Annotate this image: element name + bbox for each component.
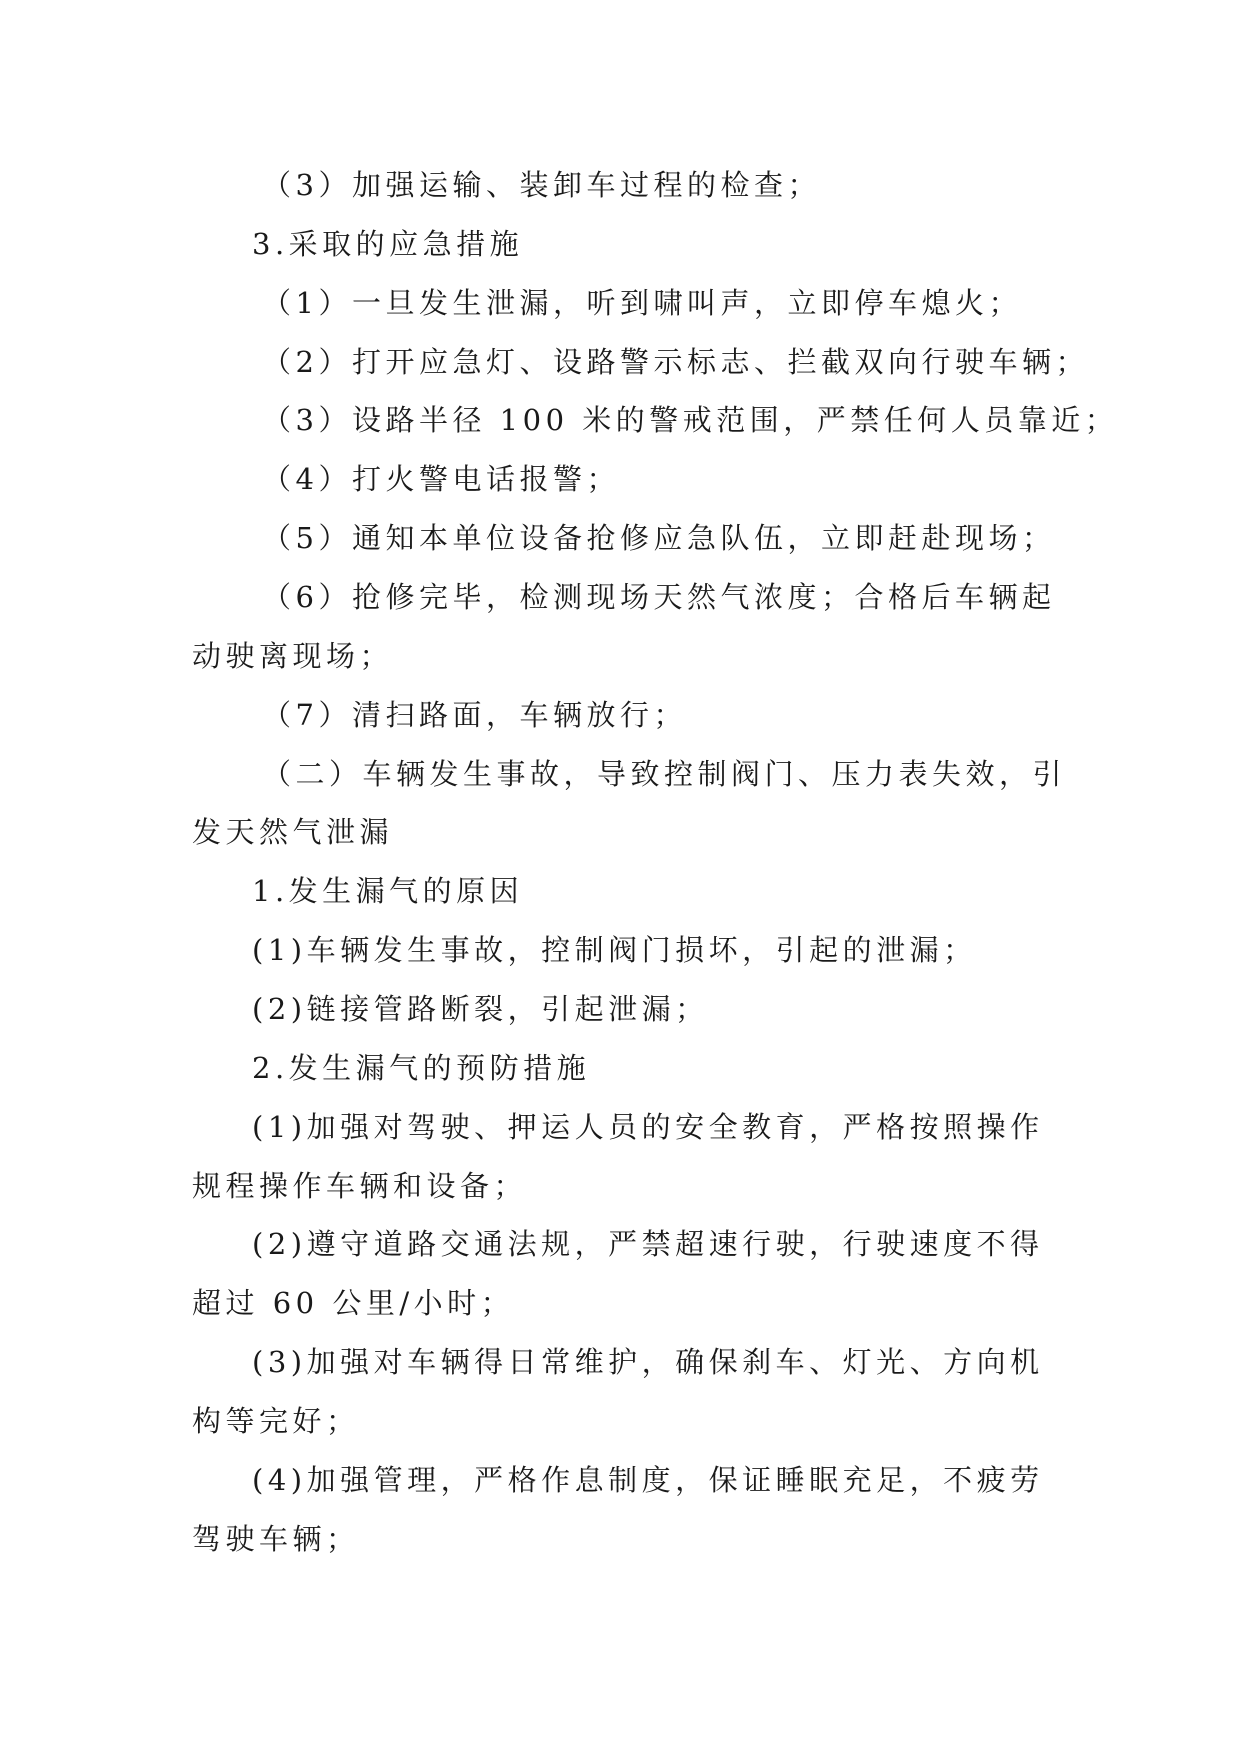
subsection-heading: 1.发生漏气的原因 xyxy=(252,874,524,908)
section-heading: （二）车辆发生事故，导致控制阀门、压力表失效，引 xyxy=(262,757,1067,791)
paragraph-line: （4）打火警电话报警； xyxy=(262,462,620,496)
paragraph-line: （3）加强运输、装卸车过程的检查； xyxy=(262,168,821,202)
paragraph-line-continued: 驾驶车辆； xyxy=(192,1522,360,1556)
paragraph-line: (3)加强对车辆得日常维护，确保刹车、灯光、方向机 xyxy=(252,1345,1044,1379)
paragraph-line-continued: 超过 60 公里/小时； xyxy=(192,1286,515,1320)
paragraph-line: (1)加强对驾驶、押运人员的安全教育，严格按照操作 xyxy=(252,1110,1044,1144)
paragraph-line-continued: 动驶离现场； xyxy=(192,639,394,673)
paragraph-line: (2)遵守道路交通法规，严禁超速行驶，行驶速度不得 xyxy=(252,1227,1044,1261)
paragraph-line: （5）通知本单位设备抢修应急队伍，立即赶赴现场； xyxy=(262,521,1056,555)
paragraph-line: （3）设路半径 100 米的警戒范围，严禁任何人员靠近； xyxy=(262,403,1119,437)
paragraph-line: (2)链接管路断裂，引起泄漏； xyxy=(252,992,709,1026)
paragraph-line: (4)加强管理，严格作息制度，保证睡眠充足，不疲劳 xyxy=(252,1463,1044,1497)
paragraph-line-continued: 规程操作车辆和设备； xyxy=(192,1169,528,1203)
paragraph-line: （7）清扫路面，车辆放行； xyxy=(262,698,687,732)
paragraph-line-continued: 构等完好； xyxy=(192,1404,360,1438)
subsection-heading: 2.发生漏气的预防措施 xyxy=(252,1051,591,1085)
paragraph-line: （1）一旦发生泄漏，听到啸叫声，立即停车熄火； xyxy=(262,286,1022,320)
paragraph-line: （2）打开应急灯、设路警示标志、拦截双向行驶车辆； xyxy=(262,345,1089,379)
paragraph-line: (1)车辆发生事故，控制阀门损坏，引起的泄漏； xyxy=(252,933,977,967)
paragraph-line: （6）抢修完毕，检测现场天然气浓度；合格后车辆起 xyxy=(262,580,1056,614)
section-heading: 3.采取的应急措施 xyxy=(252,227,524,261)
section-heading-continued: 发天然气泄漏 xyxy=(192,815,394,849)
